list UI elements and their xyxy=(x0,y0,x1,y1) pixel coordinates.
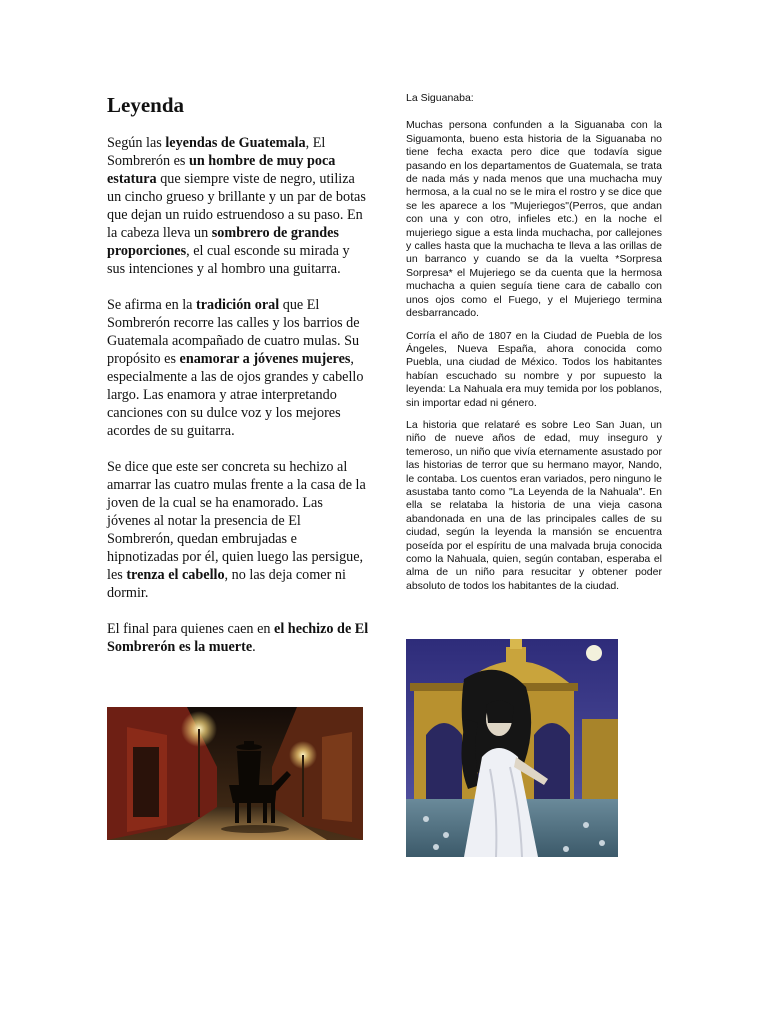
paragraph-puebla: Corría el año de 1807 en la Ciudad de Puebla de los Ángeles, Nueva España, ahora conocida como Puebla, una ciudad de México. Todos los habitantes habían escuchado su nombre y por supuesto la leyenda: La Nahuala era muy temida por los poblanos, sin importar edad ni género. xyxy=(406,329,662,409)
text-run: , el cual esconde su mirada y sus intenciones y al hombro una guitarra. xyxy=(107,243,350,277)
paragraph-leo-san-juan: La historia que relataré es sobre Leo San Juan, un niño de nueve años de edad, muy inseguro y temeroso, un niño que vivía eternamente asustado por las historias de terror que su hermano mayor, Nando, le contaba. Los cuentos eran variados, pero ninguno le asustaba tanto como "La Leyenda de la Nahuala". En ella se relataba la historia de una vieja casona abandonada en una de las principales calles de su ciudad, según la leyenda la mansión se encuentra poseída por el espíritu de una malvada bruja conocida como la Nahuala, quien, según contaban, esperaba el alma de un niño para resucitar y obtener poder absoluto de todos los habitantes de la ciudad. xyxy=(406,418,662,592)
bold-run: leyendas de Guatemala xyxy=(165,135,306,151)
paragraph-spell xyxy=(107,458,369,602)
text-run: , El Sombrerón es xyxy=(107,135,326,169)
bold-run: enamorar a jóvenes mujeres xyxy=(179,351,351,367)
right-column xyxy=(406,92,662,602)
bold-run: el hechizo de El Sombrerón es la muerte xyxy=(107,621,369,655)
bold-run: sombrero de grandes proporciones xyxy=(107,225,339,259)
text-run: Según las xyxy=(107,135,166,151)
page-title: Leyenda xyxy=(107,93,185,117)
paragraph-ending xyxy=(107,620,369,656)
text-run: , no las deja comer ni dormir. xyxy=(107,567,346,601)
bold-run: un hombre de muy poca estatura xyxy=(107,153,336,187)
siguanaba-illustration xyxy=(406,639,618,857)
text-run: . xyxy=(252,639,256,655)
section-heading: La Siguanaba: xyxy=(406,92,474,104)
bold-run: tradición oral xyxy=(196,297,280,313)
text-run: que El Sombrerón recorre las calles y los barrios de Guatemala acompañado de cuatro mulas. Su propósito es xyxy=(107,297,360,367)
left-column xyxy=(107,92,369,674)
paragraph-siguanaba: Muchas persona confunden a la Siguanaba con la Siguamonta, bueno esta historia de la Siguanaba no tiene fecha exacta pero dice que todavía sigue pasando en los departamentos de Guatemala, se trata de nada más y nada menos que una muchacha muy hermosa, a la cual no se le mira el rostro y se dice que se les aparece a los "Mujeriegos"(Perros, que andan con una y con otro, infieles etc.) en la noche el mujeriego sigue a esta linda muchacha, por callejones y calles hasta que la muchacha te lleva a las orillas de un barranco y cuando se da la vuelta *Sorpresa Sorpresa* el Mujeriego se da cuenta que la hermosa muchacha a quien seguía tiene cara de caballo con unos ojos como el Fuego, y el Mujeriego termina desbarrancado. xyxy=(406,119,662,320)
text-run: El final para quienes caen en xyxy=(107,621,275,637)
text-run: Se afirma en la xyxy=(107,297,197,313)
bold-run: trenza el cabello xyxy=(126,567,225,583)
sombreron-illustration xyxy=(107,707,363,840)
text-run: que siempre viste de negro, utiliza un cincho grueso y brillante y un par de botas que dejan un ruido estruendoso a su paso. En la cabeza lleva un xyxy=(107,171,366,241)
paragraph-oral-tradition xyxy=(107,296,369,440)
text-run: , especialmente a las de ojos grandes y cabello largo. Las enamora y atrae interpretando canciones con su dulce voz y los mejores acordes de su guitarra. xyxy=(107,351,364,439)
text-run: Se dice que este ser concreta su hechizo al amarrar las cuatro mulas frente a la casa de la joven de la cual se ha enamorado. Las jóvenes al notar la presencia de El Sombrerón, quedan embrujadas e hipnotizadas por él, quien luego las persigue, les xyxy=(107,459,366,583)
paragraph-sombreron-description xyxy=(107,134,369,278)
